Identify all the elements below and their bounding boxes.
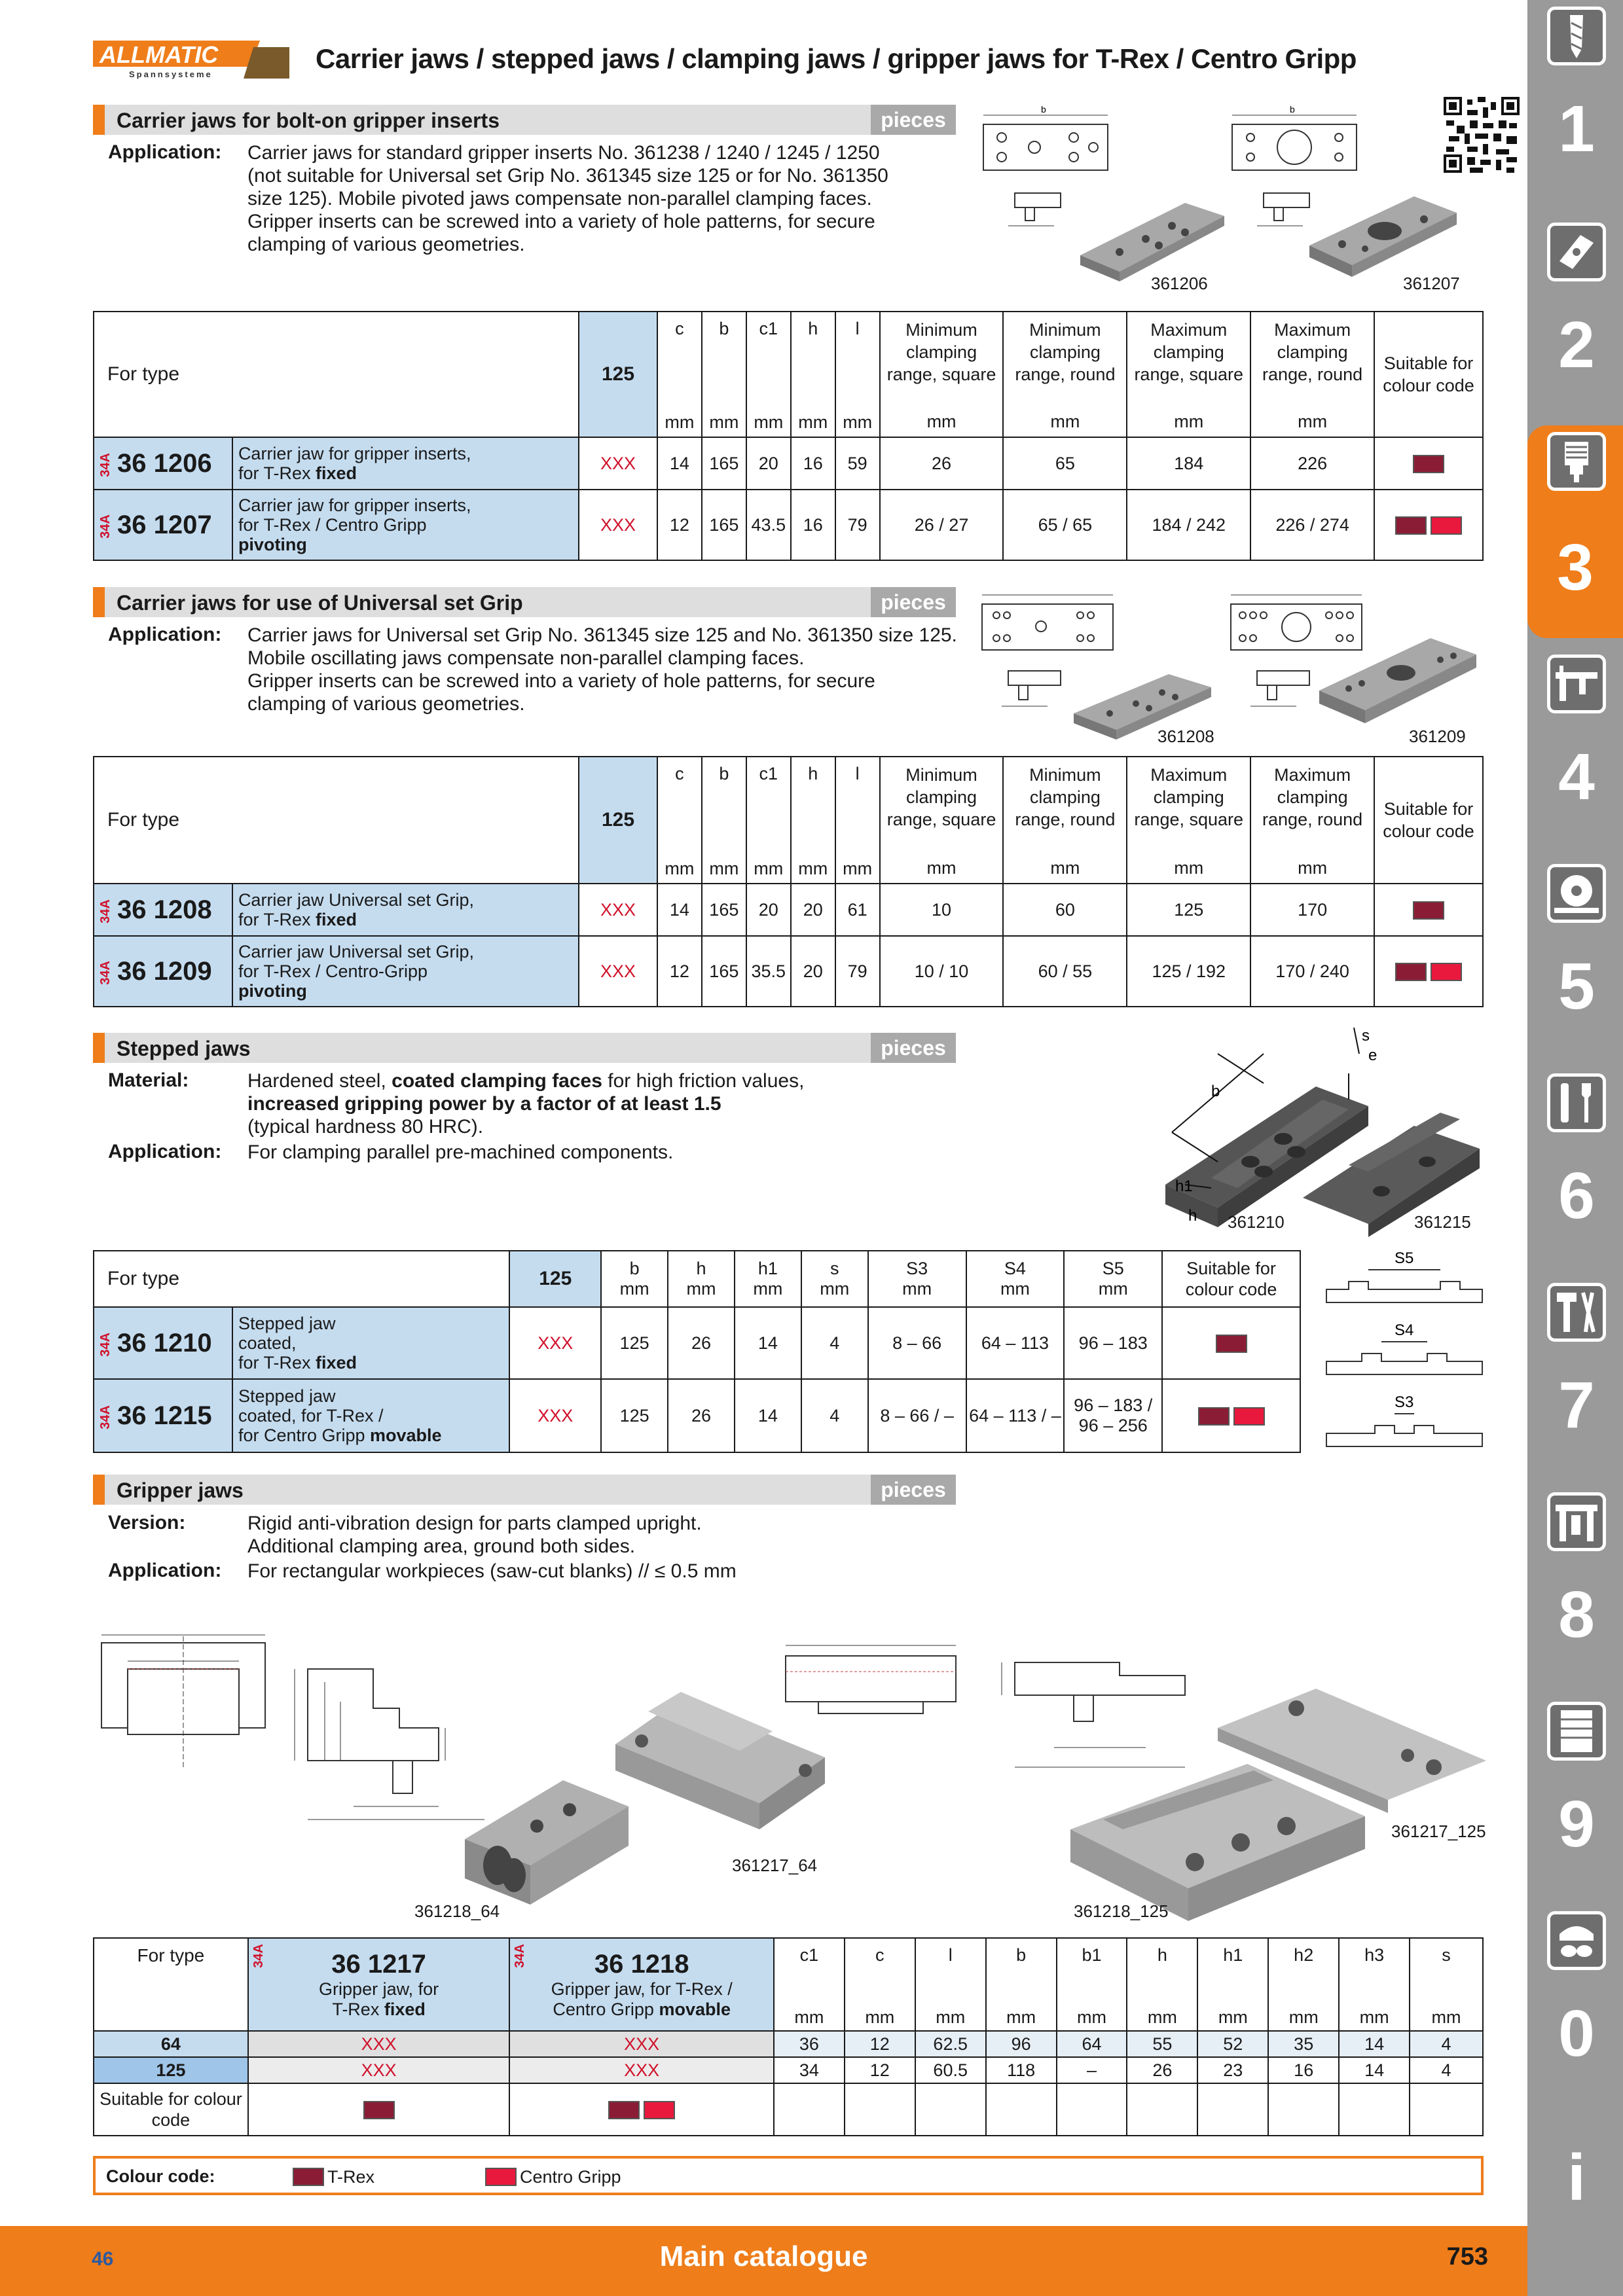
header-max-round: Maximum clamping range, round mm (1250, 312, 1374, 437)
photo-361207 (1303, 187, 1460, 281)
price-cell: XXX (579, 884, 657, 936)
article-number: 34A 36 1209 (94, 936, 232, 1007)
svg-text:b: b (1290, 105, 1295, 115)
header-col-l: l mm (835, 312, 880, 437)
header-min-square: Minimum clamping range, square mm (880, 312, 1004, 437)
header-for-type: For type (94, 1938, 248, 2031)
colour-code-cell (1162, 1379, 1300, 1452)
header-size: 125 (579, 312, 657, 437)
table-row: 64 XXX XXX 36 12 62.5 96 64 55 52 35 14 4 (94, 2031, 1483, 2057)
insert-icon (1547, 223, 1606, 281)
header-article-361217: 34A 36 1217 Gripper jaw, for T-Rex fixed (248, 1938, 510, 2031)
header-for-type: For type (94, 312, 579, 437)
image-caption-361209: 361209 (1409, 726, 1466, 746)
chapter-tab-info[interactable] (1535, 2114, 1618, 2225)
article-description: Stepped jaw coated, for T-Rex / for Centro Gripp movable (232, 1379, 509, 1452)
footer-page-ref: 46 (92, 2248, 114, 2270)
chuck-icon (1547, 432, 1606, 491)
header-col-b: b mm (702, 312, 746, 437)
header-col-c: c mm (657, 312, 702, 437)
header-max-square: Maximum clamping range, square mm (1127, 312, 1250, 437)
table-row: 34A 36 1210 Stepped jaw coated, for T-Rex fixed XXX 125 26 14 4 8 – 66 64 – 113 96 – 183 (94, 1307, 1300, 1379)
drill-icon (1547, 7, 1606, 65)
table-stepped-jaws: For type 125 b mm h mm h1 mm s mm S3 mm S4 mm S5 mm Suitable for colour code 34A 36 1210 Stepped jaw coated, for T-Rex fixed XXX 125 26 14 4 8 – 66 64 – 113 96 – 183 34A 36 1215 Stepped jaw coated, for T-Rex / for Centro Gripp movable XXX 125 26 14 4 8 – 66 / – 64 – 113 / – 96 – 183 / 96 – 256 (93, 1250, 1301, 1453)
image-caption-361218-64: 361218_64 (414, 1901, 500, 1921)
table-row: 34A 36 1209 Carrier jaw Universal set Grip, for T-Rex / Centro-Gripp pivoting XXX 12 165 35.5 20 79 10 / 10 60 / 55 125 / 192 170 / 240 (94, 936, 1483, 1007)
chapter-tab-9[interactable]: 9 (1535, 1695, 1618, 1905)
svg-text:ALLMATIC: ALLMATIC (100, 41, 219, 68)
svg-text:S4: S4 (1395, 1321, 1414, 1339)
colour-code-cell (1374, 884, 1483, 936)
article-number: 34A 36 1206 (94, 437, 232, 490)
cabinet-icon (1547, 1702, 1606, 1761)
chapter-tab-2[interactable]: 2 (1535, 216, 1618, 425)
application-label: Application: (108, 141, 222, 163)
chapter-tab-0[interactable]: 0 (1535, 1905, 1618, 2114)
legend-label-centro-gripp: Centro Gripp (520, 2167, 621, 2187)
footer-title: Main catalogue (659, 2240, 868, 2272)
article-description: Carrier jaw Universal set Grip, for T-Rex fixed (232, 884, 579, 936)
price-cell: XXX (509, 1379, 601, 1452)
section-header-carrier-jaws-universal: Carrier jaws for use of Universal set Grip pieces (93, 587, 956, 617)
table-carrier-jaws-universal: For type 125 c mm b mm c1 mm h mm l mm Minimum clamping range, square mm Minimum clamping range, round mm Maximum clamping range, square mm Maximum clamping range, round mm Suitable for colour code 34A 36 1208 Carrier jaw Universal set Grip, for T-Rex fixed XXX 14 165 20 20 61 10 60 125 170 34A 36 1209 Carrier jaw Universal set Grip, for T-Rex / Centro-Gripp pivoting XXX 12 165 35.5 20 79 10 / 10 60 / 55 125 / 192 170 / 240 (93, 756, 1484, 1007)
chapter-tab-4[interactable]: 4 (1535, 648, 1618, 857)
colour-swatch-centro-gripp (1431, 963, 1462, 981)
svg-text:b: b (1041, 105, 1046, 115)
safety-icon (1547, 1911, 1606, 1970)
application-label: Application: (108, 624, 222, 645)
header-size: 125 (579, 757, 657, 884)
application-text: Carrier jaws for Universal set Grip No. 361345 size 125 and No. 361350 size 125. Mobile oscillating jaws compensate non-parallel clamping faces. Gripper inserts can be screwed into a variety of hole patterns, for secure clamping of various geometries. (247, 624, 957, 715)
tools-icon (1547, 1073, 1606, 1132)
header-article-361218: 34A 36 1218 Gripper jaw, for T-Rex / Centro Gripp movable (509, 1938, 774, 2031)
colour-swatch-centro-gripp (1233, 1407, 1265, 1426)
image-caption-361206: 361206 (1151, 274, 1208, 293)
pliers-icon (1547, 1283, 1606, 1342)
table-row: 34A 36 1207 Carrier jaw for gripper inserts, for T-Rex / Centro Gripp pivoting XXX 12 165 43.5 16 79 26 / 27 65 / 65 184 / 242 226 / 274 (94, 490, 1483, 560)
svg-text:S5: S5 (1395, 1249, 1414, 1267)
table-row: 34A 36 1208 Carrier jaw Universal set Grip, for T-Rex fixed XXX 14 165 20 20 61 10 60 125 170 (94, 884, 1483, 936)
colour-code-cell (1374, 437, 1483, 490)
version-label: Version: (108, 1512, 186, 1534)
photo-stepped-jaws (1152, 1028, 1519, 1237)
image-caption-361215: 361215 (1414, 1212, 1471, 1232)
colour-swatch-centro-gripp (644, 2101, 675, 2119)
saw-icon (1547, 864, 1606, 923)
image-caption-361218-125: 361218_125 (1074, 1901, 1169, 1921)
page-footer (0, 2226, 1527, 2296)
drawing-stepped-jaw-ranges (1322, 1244, 1486, 1460)
colour-swatch-trex (1216, 1335, 1247, 1353)
chapter-tab-6[interactable]: 6 (1535, 1067, 1618, 1276)
photo-361217-125 (1211, 1682, 1493, 1813)
application-text: For clamping parallel pre-machined components. (247, 1141, 674, 1163)
chapter-sidebar (1527, 0, 1623, 2296)
drawing-361206-side (1002, 187, 1067, 245)
price-cell: XXX (579, 437, 657, 490)
article-number: 34A 36 1210 (94, 1307, 232, 1379)
image-caption-361207: 361207 (1403, 274, 1460, 293)
info-icon: i (1567, 2141, 1586, 2214)
allmatic-logo (93, 41, 289, 80)
qr-code[interactable] (1444, 97, 1520, 173)
chapter-tab-7[interactable]: 7 (1535, 1276, 1618, 1486)
table-carrier-jaws-inserts (93, 311, 1484, 561)
price-cell: XXX (509, 1307, 601, 1379)
section-header-gripper-jaws: Gripper jaws pieces (93, 1475, 956, 1505)
table-row: Suitable for colour code (94, 2083, 1483, 2136)
header-col-c1: c1 mm (746, 312, 791, 437)
svg-text:s: s (1362, 1028, 1370, 1045)
colour-swatch-trex (1395, 516, 1427, 535)
colour-swatch-trex (1413, 901, 1444, 920)
header-size: 125 (509, 1251, 601, 1307)
table-row: 34A 36 1206 Carrier jaw for gripper inserts, for T-Rex fixed XXX 14 165 20 16 59 26 65 184 226 (94, 437, 1483, 490)
svg-text:Spannsysteme: Spannsysteme (129, 69, 213, 79)
image-caption-361217-125: 361217_125 (1391, 1821, 1486, 1841)
header-for-type: For type (94, 757, 579, 884)
colour-code-cell (1374, 490, 1483, 560)
image-caption-361217-64: 361217_64 (732, 1856, 818, 1875)
version-text: Rigid anti-vibration design for parts clamped upright. Additional clamping area, ground both sides. (247, 1513, 702, 1557)
material-text: Hardened steel, coated clamping faces for high friction values, increased gripping power by a factor of at least 1.5 (typical hardness 80 HRC). (247, 1070, 805, 1138)
photo-361209 (1316, 628, 1480, 726)
table-row: 125 XXX XXX 34 12 60.5 118 – 26 23 16 14 4 (94, 2057, 1483, 2083)
drawing-361209-side (1244, 664, 1316, 723)
svg-text:e: e (1368, 1047, 1377, 1064)
drawing-gripper-jaw-front (95, 1623, 272, 1774)
table-gripper-jaws: For type 34A 36 1217 Gripper jaw, for T-Rex fixed 34A 36 1218 Gripper jaw, for T-Rex / Centro Gripp movable c1 mm c mm l mm b mm b1 mm h mm h1 mm h2 mm h3 mm s mm 64 XXX XXX 36 12 62.5 96 64 55 52 35 14 4 125 XXX XXX 34 12 60.5 118 – 26 23 16 14 4 Suitable for colour code (93, 1937, 1484, 2136)
section-header-carrier-jaws-inserts: Carrier jaws for bolt-on gripper inserts pieces (93, 105, 956, 135)
material-label: Material: (108, 1069, 189, 1091)
colour-code-cell (1162, 1307, 1300, 1379)
article-description: Carrier jaw for gripper inserts, for T-Rex fixed (232, 437, 579, 490)
colour-code-legend: Colour code: T-Rex Centro Gripp (93, 2156, 1484, 2195)
caliper-icon (1547, 655, 1606, 713)
drawing-361208-top (976, 586, 1126, 664)
application-text: For rectangular workpieces (saw-cut blanks) // ≤ 0.5 mm (247, 1560, 737, 1582)
article-number: 34A 36 1208 (94, 884, 232, 936)
colour-code-cell (248, 2083, 510, 2136)
header-min-round: Minimum clamping range, round mm (1003, 312, 1127, 437)
page-title: Carrier jaws / stepped jaws / clamping jaws / gripper jaws for T-Rex / Centro Gripp (316, 43, 1357, 74)
chapter-tab-1[interactable]: 1 (1535, 0, 1618, 209)
legend-label-trex: T-Rex (327, 2167, 375, 2187)
colour-code-cell (1374, 936, 1483, 1007)
article-description: Stepped jaw coated, for T-Rex fixed (232, 1307, 509, 1379)
application-text: Carrier jaws for standard gripper inserts No. 361238 / 1240 / 1245 / 1250 (not suitable for Universal set Grip No. 361345 size 125 or for No. 361350 size 125). Mobile pivoted jaws compensate non-parallel clamping faces. Gripper inserts can be screwed into a variety of hole patterns, for secure clamping of various geometries. (247, 142, 888, 255)
application-label: Application: (108, 1560, 222, 1581)
header-for-type: For type (94, 1251, 509, 1307)
header-suitable: Suitable for colour code (1374, 312, 1483, 437)
header-col-h: h mm (791, 312, 835, 437)
article-description: Carrier jaw Universal set Grip, for T-Rex / Centro-Gripp pivoting (232, 936, 579, 1007)
price-cell: XXX (579, 936, 657, 1007)
chapter-tab-3[interactable]: 3 (1527, 425, 1623, 638)
drawing-361206-top (976, 105, 1120, 183)
price-cell: XXX (579, 490, 657, 560)
image-caption-361210: 361210 (1228, 1212, 1285, 1232)
chapter-tab-8[interactable]: 8 (1535, 1486, 1618, 1695)
colour-swatch-trex (1198, 1407, 1230, 1426)
colour-swatch-trex (1413, 455, 1444, 473)
table-row: 34A 36 1215 Stepped jaw coated, for T-Rex / for Centro Gripp movable XXX 125 26 14 4 8 – 66 / – 64 – 113 / – 96 – 183 / 96 – 256 (94, 1379, 1300, 1452)
workshop-icon (1547, 1492, 1606, 1551)
svg-text:b: b (1211, 1083, 1220, 1100)
colour-code-cell (509, 2083, 774, 2136)
svg-text:S3: S3 (1395, 1393, 1414, 1411)
photo-361217-64 (609, 1666, 845, 1836)
article-number: 34A 36 1207 (94, 490, 232, 560)
legend-swatch-centro-gripp (485, 2168, 517, 2186)
svg-text:h1: h1 (1175, 1177, 1193, 1195)
colour-swatch-trex (1395, 963, 1427, 981)
article-number: 34A 36 1215 (94, 1379, 232, 1452)
colour-swatch-centro-gripp (1431, 516, 1462, 535)
svg-text:h: h (1188, 1207, 1197, 1225)
chapter-tab-5[interactable]: 5 (1535, 857, 1618, 1067)
image-caption-361208: 361208 (1158, 726, 1214, 746)
photo-361206 (1074, 190, 1231, 281)
application-label: Application: (108, 1141, 222, 1162)
section-header-stepped-jaws: Stepped jaws pieces (93, 1033, 956, 1063)
page-number: 753 (1446, 2243, 1488, 2270)
legend-swatch-trex (293, 2168, 324, 2186)
drawing-361207-top (1224, 105, 1368, 183)
drawing-361208-side (995, 664, 1067, 723)
article-description: Carrier jaw for gripper inserts, for T-Rex / Centro Gripp pivoting (232, 490, 579, 560)
colour-swatch-trex (363, 2101, 395, 2119)
colour-swatch-trex (608, 2101, 640, 2119)
